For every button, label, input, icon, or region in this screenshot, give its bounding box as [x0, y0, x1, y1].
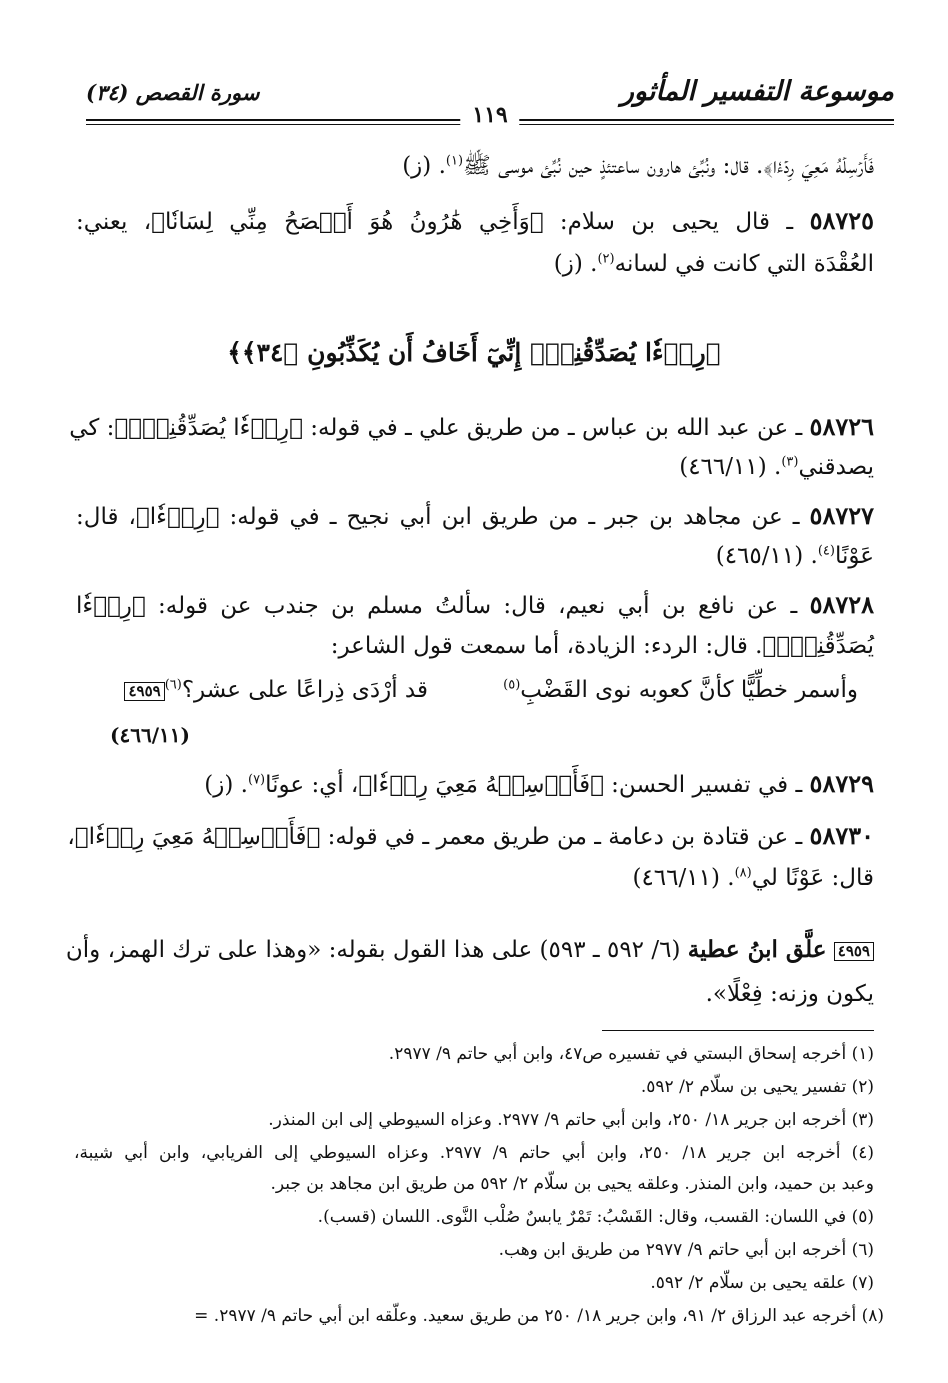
running-header [86, 72, 894, 128]
poem-text: وأسمر خطِّيًّا كأنَّ كعوبه نوى القَضْبِ [520, 677, 858, 703]
book-title: موسوعة التفسير المأثور [620, 76, 894, 107]
narration-58730 [67, 820, 874, 853]
line-end: . (ز) [553, 251, 598, 277]
footnote-5: (٥) في اللسان: القسب، وقال: القَسْبُ: تَمْرٌ يابسٌ صُلْب النَّوى. اللسان (قسب). [317, 1207, 874, 1227]
text-line [76, 632, 874, 662]
page-number: ١١٩ [460, 102, 519, 128]
text-line [76, 542, 874, 572]
footnote-8: (٨) أخرجه عبد الرزاق ٢/ ٩١، وابن جرير ١٨/ ٢٥٠ من طريق سعيد. وعلّقه ابن أبي حاتم ٩/ ٢٩٧٧. = [194, 1306, 884, 1326]
footnote-ref: (٧) [247, 772, 266, 788]
line-text: عَوْنًا [834, 543, 874, 569]
line-text: فَأَرۡسِلۡهُ مَعِيَ رِدۡءٗا﴾. قال: ونُبِّئ هارون ساعتئذٍ حين نُبِّئ موسى ﷺ [463, 153, 874, 179]
ayah-heading: ﴿رِدۡءٗا يُصَدِّقُنِيٓۖ إِنِّيٓ أَخَافُ أَن يُكَذِّبُونِ ﴿٣٤﴾﴾ [227, 338, 721, 367]
line-end: . (٤٦٦/١١) [679, 454, 782, 480]
volume-ref: (٤٦٦/١١) [110, 723, 190, 747]
footnote-1: (١) أخرجه إسحاق البستي في تفسيره ص٤٧، وابن أبي حاتم ٩/ ٢٩٧٧. [388, 1044, 874, 1064]
narration-number: ٥٨٧٢٨ [809, 590, 875, 619]
line-end: . (ز) [402, 153, 446, 179]
footnote-ref: (٣) [781, 454, 799, 470]
narration-number: ٥٨٧٣٠ [809, 821, 874, 850]
line-text: يُصَدِّقُنِيٓۖ﴾. قال: الردء: الزيادة، أما سمعت قول الشاعر: [330, 633, 874, 659]
footnote-ref: (١) [445, 153, 464, 169]
line-text: ـ قال يحيى بن سلام: ﴿وَأَخِي هَٰرُونُ هُوَ أَفۡصَحُ مِنِّي لِسَانٗا﴾، يعني: [76, 209, 794, 235]
narration-58727 [76, 500, 874, 533]
footnote-6: (٦) أخرجه ابن أبي حاتم ٩/ ٢٩٧٧ من طريق ابن وهب. [498, 1240, 874, 1260]
narration-58729 [76, 768, 874, 801]
line-text: يصدقني [798, 454, 874, 480]
narration-number: ٥٨٧٢٦ [809, 412, 874, 441]
footnote-ref: (٢) [597, 251, 615, 267]
narration-58728 [76, 589, 874, 622]
line-end: . (٤٦٥/١١) [715, 543, 818, 569]
footnote-7: (٧) علقه يحيى بن سلّام ٢/ ٥٩٢. [650, 1273, 874, 1293]
comment-lead: علَّق ابنُ عطية [687, 936, 827, 963]
line-text: ـ عن عبد الله بن عباس ـ من طريق علي ـ في قوله: ﴿رِدۡءٗا يُصَدِّقُنِيٓۖ﴾: كي [69, 415, 803, 441]
footnote-rule [602, 1030, 874, 1031]
narration-58725 [76, 205, 874, 238]
line-text: ـ عن نافع بن أبي نعيم، قال: سألتُ مسلم بن جندب عن قوله: ﴿رِدۡءٗا [76, 593, 798, 619]
line-text: ـ عن مجاهد بن جبر ـ من طريق ابن أبي نجيح ـ في قوله: ﴿رِدۡءٗا﴾، قال: [76, 504, 800, 530]
footnote-ref: (٦) [164, 677, 182, 693]
footnote-ref: (٥) [503, 677, 521, 693]
surah-label: سورة القصص (٣٤) [86, 80, 260, 105]
text-line [76, 864, 874, 894]
poem-text: قد أرْدَى ذِراعًا على عشر؟ [181, 677, 428, 703]
footnote-4-cont: وعبد بن حميد، وابن المنذر. وعلقه يحيى بن سلّام ٢/ ٥٩٢ من طريق ابن مجاهد بن جبر. [270, 1174, 874, 1194]
narration-number: ٥٨٧٢٧ [809, 501, 874, 530]
text-line [76, 250, 874, 280]
narration-number: ٥٨٧٢٩ [809, 769, 874, 798]
comment-block [65, 935, 874, 966]
footnote-ref: (٨) [734, 865, 752, 881]
comment-line: يكون وزنه: فِعْلًا». [705, 981, 874, 1007]
line-text: ـ في تفسير الحسن: ﴿فَأَرۡسِلۡهُ مَعِيَ رِدۡءٗا﴾، أي: عونًا [265, 772, 803, 798]
comment-ref-box[interactable]: ٤٩٥٩ [124, 682, 164, 701]
line-end: . (ز) [204, 772, 248, 798]
comment-text: (٦/ ٥٩٢ ـ ٥٩٣) على هذا القول بقوله: «وهذا على ترك الهمز، وأن [65, 937, 681, 963]
line-text: ـ عن قتادة بن دعامة ـ من طريق معمر ـ في قوله: ﴿فَأَرۡسِلۡهُ مَعِيَ رِدۡءٗا﴾، [67, 824, 803, 850]
footnote-3: (٣) أخرجه ابن جرير ١٨/ ٢٥٠، وابن أبي حاتم ٩/ ٢٩٧٧. وعزاه السيوطي إلى ابن المنذر. [268, 1110, 874, 1130]
narration-58726 [69, 411, 874, 444]
poem-hemistich-1 [358, 676, 858, 706]
line-text: العُقْدَة التي كانت في لسانه [614, 251, 874, 277]
narration-number: ٥٨٧٢٥ [809, 206, 875, 235]
footnote-ref: (٤) [817, 543, 835, 559]
text-line [76, 453, 874, 483]
comment-number-box: ٤٩٥٩ [834, 942, 874, 961]
text-line [76, 152, 874, 182]
footnote-4: (٤) أخرجه ابن جرير ١٨/ ٢٥٠، وابن أبي حاتم ٩/ ٢٩٧٧. وعزاه السيوطي إلى الفريابي، وابن أبي شيبة، [74, 1143, 874, 1163]
poem-hemistich-2 [98, 676, 428, 706]
footnote-2: (٢) تفسير يحيى بن سلّام ٢/ ٥٩٢. [640, 1077, 874, 1097]
line-end: . (٤٦٦/١١) [632, 865, 735, 891]
line-text: قال: عَوْنًا لي [751, 865, 874, 891]
